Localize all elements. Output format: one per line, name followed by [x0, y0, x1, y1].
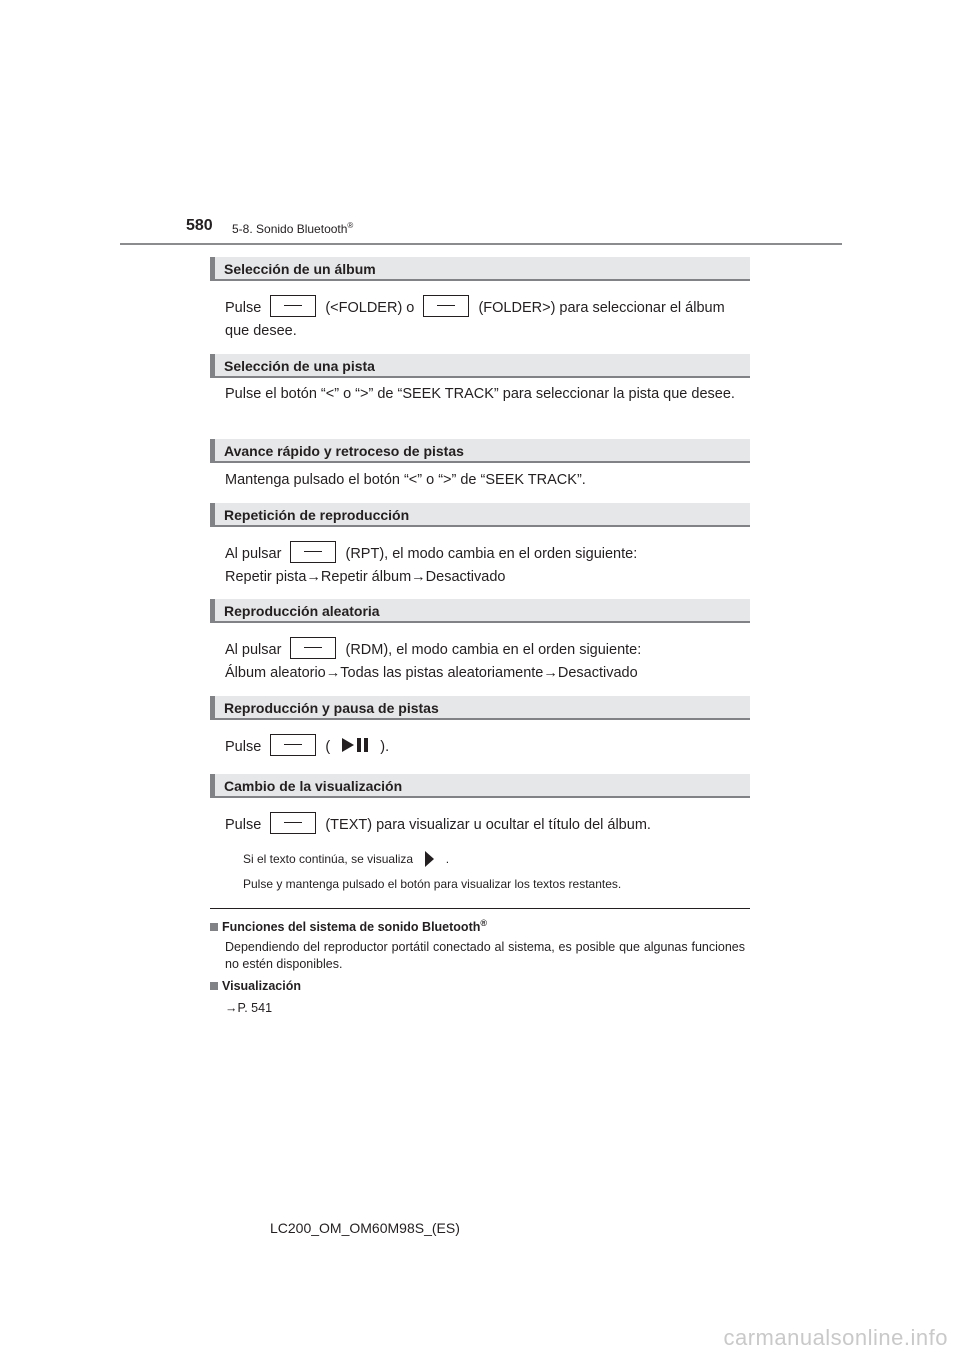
- section-heading-ffrew: Avance rápido y retroceso de pistas: [210, 439, 750, 463]
- page-number: 580: [186, 217, 213, 234]
- track-text: Pulse el botón “<” o “>” de “SEEK TRACK” para seleccionar la pista que desee.: [225, 386, 735, 402]
- rdm-button-icon: [290, 637, 336, 659]
- arrow-icon: →: [543, 665, 558, 681]
- folder-next-button-icon: [423, 295, 469, 317]
- display-note-1: Si el texto continúa, se visualiza .: [243, 852, 450, 866]
- rpt-button-icon: [290, 541, 336, 563]
- text-button-icon: [270, 812, 316, 834]
- section-divider: [210, 908, 750, 909]
- arrow-icon: →: [325, 665, 341, 681]
- random-sequence: Álbum aleatorio→Todas las pistas aleatoriamente→Desactivado: [225, 665, 638, 681]
- section-heading-album: Selección de un álbum: [210, 257, 750, 281]
- square-bullet-icon: [210, 923, 218, 931]
- section-heading-display: Cambio de la visualización: [210, 774, 750, 798]
- arrow-icon: →: [306, 569, 321, 585]
- footer-code: LC200_OM_OM60M98S_(ES): [270, 1220, 460, 1236]
- album-text-line2: que desee.: [225, 323, 297, 339]
- section-heading-random: Reproducción aleatoria: [210, 599, 750, 623]
- album-text-line1: Pulse (<FOLDER) o (FOLDER>) para seleccionar el álbum: [225, 295, 745, 320]
- functions-body: Dependiendo del reproductor portátil conectado al sistema, es posible que algunas funciones no estén disponibles.: [225, 940, 745, 971]
- chapter-title: 5-8. Sonido Bluetooth®: [232, 221, 354, 236]
- square-bullet-icon: [210, 982, 218, 990]
- repeat-sequence: Repetir pista→Repetir álbum→Desactivado: [225, 569, 506, 585]
- display-ref: →P. 541: [225, 1001, 273, 1015]
- folder-prev-button-icon: [270, 295, 316, 317]
- random-text-line1: Al pulsar (RDM), el modo cambia en el orden siguiente:: [225, 637, 745, 662]
- arrow-icon: →: [411, 569, 426, 585]
- display-note-2: Pulse y mantenga pulsado el botón para visualizar los textos restantes.: [243, 877, 622, 891]
- section-heading-track: Selección de una pista: [210, 354, 750, 378]
- ffrew-text: Mantenga pulsado el botón “<” o “>” de “SEEK TRACK”.: [225, 472, 586, 488]
- section-heading-repeat: Repetición de reproducción: [210, 503, 750, 527]
- play-pause-icon: [340, 737, 370, 753]
- section-heading-playpause: Reproducción y pausa de pistas: [210, 696, 750, 720]
- header-rule: [120, 243, 842, 245]
- display-text: Pulse (TEXT) para visualizar u ocultar el título del álbum.: [225, 812, 745, 837]
- play-button-icon: [270, 734, 316, 756]
- playpause-text: Pulse ( ).: [225, 734, 745, 759]
- registered-mark: ®: [347, 221, 354, 230]
- functions-heading: Funciones del sistema de sonido Bluetooth®: [210, 918, 487, 934]
- repeat-text-line1: Al pulsar (RPT), el modo cambia en el orden siguiente:: [225, 541, 745, 566]
- arrow-icon: →: [225, 1001, 238, 1015]
- continue-triangle-icon: [422, 850, 436, 868]
- display-ref-heading: Visualización: [210, 979, 301, 993]
- watermark: carmanualsonline.info: [723, 1325, 948, 1350]
